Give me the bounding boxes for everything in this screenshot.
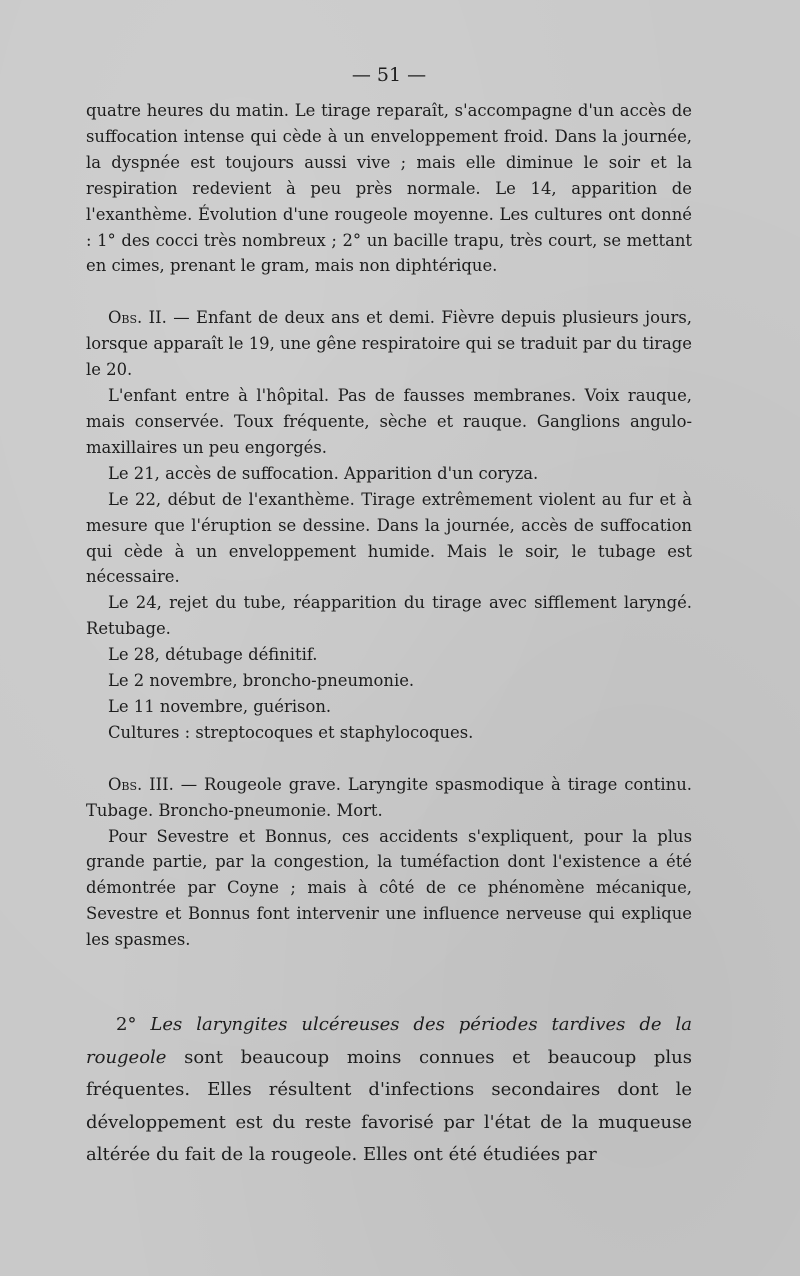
paragraph: Le 24, rejet du tube, réapparition du tirage avec sifflement laryngé. Retubage. <box>86 593 692 639</box>
section-paragraph <box>86 1009 692 1172</box>
observation-label: Obs. II. <box>108 308 167 328</box>
observation-intro: — Rougeole grave. Laryngite spasmodique à tirage continu. Tubage. Broncho-pneumonie. Mort. <box>86 774 692 820</box>
paragraph: Pour Sevestre et Bonnus, ces accidents s'expliquent, pour la plus grande partie, par la congestion, la tuméfaction dont l'existence a été démontrée par Coyne ; mais à côté de ce phénomène mécanique, Sevestre et Bonnus font intervenir une influence nerveuse qui explique les spasmes. <box>86 826 692 950</box>
page-number: — 51 — <box>351 64 427 86</box>
paragraph: Le 22, début de l'exanthème. Tirage extrêmement violent au fur et à mesure que l'éruption se dessine. Dans la journée, accès de suffocation qui cède à un enveloppement humide. Mais le soir, le tubage est nécessaire. <box>86 489 692 587</box>
section-2 <box>86 1009 692 1172</box>
observation-2 <box>86 305 692 745</box>
observation-1-continued <box>86 98 692 279</box>
section-title: Les laryngites ulcéreuses des périodes tardives de la rougeole <box>86 1014 692 1068</box>
section-number: 2° <box>116 1014 151 1036</box>
observation-heading-paragraph <box>86 305 692 383</box>
paragraph: L'enfant entre à l'hôpital. Pas de fausses membranes. Voix rauque, mais conservée. Toux fréquente, sèche et rauque. Ganglions angulo-maxillaires un peu engorgés. <box>86 386 692 457</box>
observation-label: Obs. III. <box>108 774 174 794</box>
paragraph: Cultures : streptocoques et staphylocoques. <box>108 722 474 742</box>
observation-heading-paragraph <box>86 772 692 824</box>
section-text: sont beaucoup moins connues et beaucoup plus fréquentes. Elles résultent d'infections secondaires dont le développement est du reste favorisé par l'état de la muqueuse altérée du fait de la rougeole. Elles ont été étudiées par <box>86 1046 692 1166</box>
book-page <box>86 56 692 1172</box>
observation-3 <box>86 772 692 953</box>
observation-intro: — Enfant de deux ans et demi. Fièvre depuis plusieurs jours, lorsque apparaît le 19, une gêne respiratoire qui se traduit par du tirage le 20. <box>86 308 693 380</box>
paragraph: Le 2 novembre, broncho-pneumonie. <box>108 671 415 691</box>
paragraph: quatre heures du matin. Le tirage reparaît, s'accompagne d'un accès de suffocation intense qui cède à un enveloppement froid. Dans la journée, la dyspnée est toujours aussi vive ; mais elle diminue le soir et la respiration redevient à peu près normale. Le 14, apparition de l'exanthème. Évolution d'une rougeole moyenne. Les cultures ont donné : 1° des cocci très nombreux ; 2° un bacille trapu, très court, se mettant en cimes, prenant le gram, mais non diphtérique. <box>86 101 692 276</box>
paragraph: Le 28, détubage définitif. <box>108 645 318 665</box>
paragraph: Le 21, accès de suffocation. Apparition d'un coryza. <box>108 463 539 483</box>
paragraph: Le 11 novembre, guérison. <box>108 696 332 716</box>
